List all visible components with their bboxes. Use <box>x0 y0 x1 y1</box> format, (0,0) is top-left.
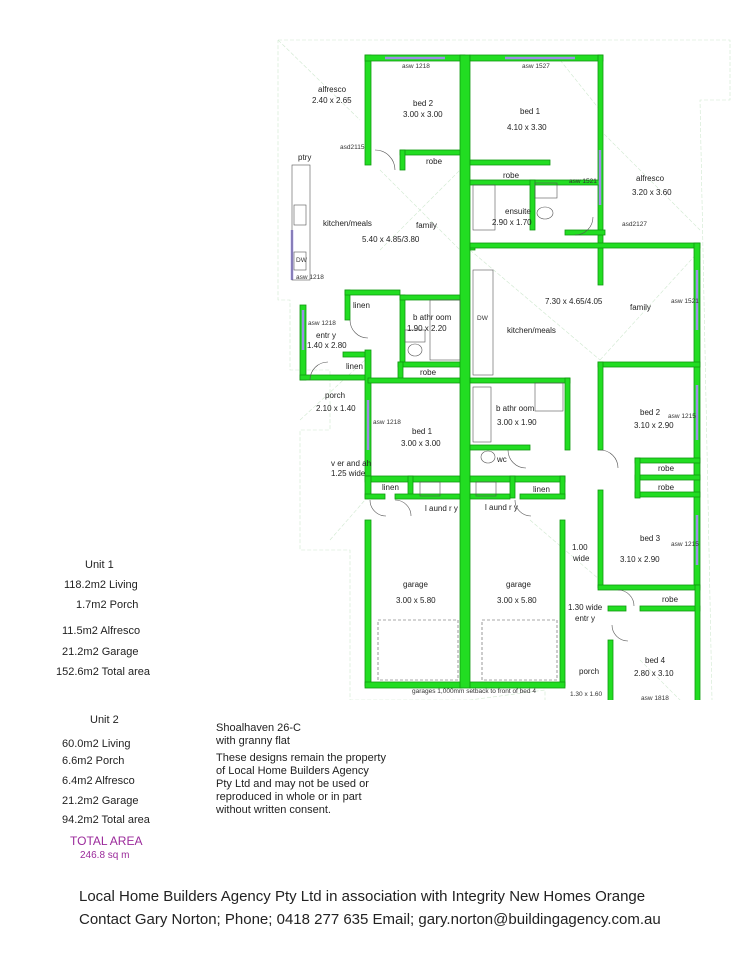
ensuite-u1-label: ensuite <box>505 207 531 216</box>
alfresco-2-size: 2.40 x 2.65 <box>312 96 352 105</box>
grand-total-value: 246.8 sq m <box>80 850 130 861</box>
linen-u1-label: linen <box>533 485 550 494</box>
asw-1218-label: asw 1218 <box>402 63 430 70</box>
laundry-u2-label: l aund r y <box>425 504 458 513</box>
linen-u2-label: linen <box>353 301 370 310</box>
porch-u1-size: 1.30 x 1.60 <box>570 691 603 698</box>
bed4-u1-size: 2.80 x 3.10 <box>634 669 674 678</box>
kitchen-u1-label: kitchen/meals <box>507 326 556 335</box>
hall-label: wide <box>573 554 590 563</box>
asw-1521-b-label: asw 1521 <box>671 298 699 305</box>
setback-note: garages 1,000mm setback to front of bed 4 <box>412 688 536 695</box>
design-subtitle: with granny flat <box>216 735 290 747</box>
kitchen-u2-size: 5.40 x 4.85/3.80 <box>362 235 420 244</box>
garage-u2-size: 3.00 x 5.80 <box>396 596 436 605</box>
alfresco-2-label: alfresco <box>318 85 347 94</box>
bed3-u1-size: 3.10 x 2.90 <box>620 555 660 564</box>
robe2-u1-label: robe <box>658 464 675 473</box>
robe-u2-label: robe <box>426 157 443 166</box>
bed1-u1-size: 4.10 x 3.30 <box>507 123 547 132</box>
family-u1-label: family <box>630 303 651 312</box>
robe-u1-label: robe <box>503 171 520 180</box>
garage-u1-size: 3.00 x 5.80 <box>497 596 537 605</box>
entry-u1-label: entr y <box>575 614 596 623</box>
copyright-note <box>216 752 386 817</box>
unit2-living: 60.0m2 Living <box>62 738 131 750</box>
verandah-width: 1.25 wide <box>331 469 366 478</box>
entry-u1-width: 1.30 wide <box>568 603 603 612</box>
porch-u1-label: porch <box>579 667 600 676</box>
asw-1215-a-label: asw 1215 <box>668 413 696 420</box>
bed1-u2-label: bed 1 <box>412 427 433 436</box>
unit2-title: Unit 2 <box>90 714 119 726</box>
bed2-u2-label: bed 2 <box>413 99 434 108</box>
asw-1521-label: asw 1521 <box>569 178 597 185</box>
robe2-u2-label: robe <box>420 368 437 377</box>
unit2-porch: 6.6m2 Porch <box>62 755 125 767</box>
asw-1218-c-label: asw 1218 <box>308 320 336 327</box>
asd-2127-label: asd2127 <box>622 221 647 228</box>
copyright-line: reproduced in whole or in part <box>216 791 362 803</box>
dishwasher-u1-label: DW <box>477 315 488 322</box>
alfresco-u1-label: alfresco <box>636 174 665 183</box>
design-name: Shoalhaven 26-C <box>216 722 302 734</box>
asd-2115-label: asd2115 <box>340 144 365 151</box>
bed1-u1-label: bed 1 <box>520 107 541 116</box>
party-wall <box>460 55 470 688</box>
robe4-u1-label: robe <box>662 595 679 604</box>
unit1-porch: 1.7m2 Porch <box>76 599 139 611</box>
unit2-alfresco: 6.4m2 Alfresco <box>62 775 135 787</box>
bed1-u2-size: 3.00 x 3.00 <box>401 439 441 448</box>
porch-u2-size: 2.10 x 1.40 <box>316 404 356 413</box>
bathroom-u1-size: 3.00 x 1.90 <box>497 418 537 427</box>
bed4-u1-label: bed 4 <box>645 656 666 665</box>
unit2-total: 94.2m2 Total area <box>62 814 150 826</box>
verandah-label: v er and ah <box>331 459 372 468</box>
laundry-u1-label: l aund r y <box>485 503 518 512</box>
copyright-line: These designs remain the property <box>216 752 386 764</box>
dishwasher-u2-label: DW <box>296 257 307 264</box>
bathroom-u2-label: b athr oom <box>413 313 452 322</box>
ptry-label: ptry <box>298 153 312 162</box>
asw-1215-b-label: asw 1215 <box>671 541 699 548</box>
asw-1218-b-label: asw 1218 <box>296 274 324 281</box>
unit1-living: 118.2m2 Living <box>64 579 138 591</box>
asw-1818-label: asw 1818 <box>641 695 669 700</box>
copyright-line: of Local Home Builders Agency <box>216 765 369 777</box>
bed2-u1-label: bed 2 <box>640 408 661 417</box>
entry-u2-size: 1.40 x 2.80 <box>307 341 347 350</box>
family-u2-label: family <box>416 221 437 230</box>
bed2-u1-size: 3.10 x 2.90 <box>634 421 674 430</box>
walls-unit-2 <box>300 55 465 688</box>
bathroom-u1-label: b athr oom <box>496 404 535 413</box>
unit1-title: Unit 1 <box>85 559 114 571</box>
hall-width: 1.00 <box>572 543 588 552</box>
robe3-u1-label: robe <box>658 483 675 492</box>
wc-label: wc <box>497 455 507 464</box>
footer-company: Local Home Builders Agency Pty Ltd in association with Integrity New Homes Orange <box>79 888 646 905</box>
bathroom-u2-size: 1.90 x 2.20 <box>407 324 447 333</box>
asw-1218-d-label: asw 1218 <box>373 419 401 426</box>
unit1-garage: 21.2m2 Garage <box>62 646 139 658</box>
family-u1-size: 7.30 x 4.65/4.05 <box>545 297 603 306</box>
bed3-u1-label: bed 3 <box>640 534 661 543</box>
bed2-u2-size: 3.00 x 3.00 <box>403 110 443 119</box>
garage-u2-label: garage <box>403 580 428 589</box>
linen2-u2-label: linen <box>346 362 363 371</box>
asw-1527-label: asw 1527 <box>522 63 550 70</box>
copyright-line: without written consent. <box>216 804 331 816</box>
kitchen-u2-label: kitchen/meals <box>323 219 372 228</box>
unit2-garage: 21.2m2 Garage <box>62 795 139 807</box>
porch-u2-label: porch <box>325 391 346 400</box>
linen3-u2-label: linen <box>382 483 399 492</box>
footer-contact: Contact Gary Norton; Phone; 0418 277 635 Email; gary.norton@buildingagency.com.au <box>79 911 661 928</box>
alfresco-u1-size: 3.20 x 3.60 <box>632 188 672 197</box>
unit1-total: 152.6m2 Total area <box>56 666 150 678</box>
garage-u1-label: garage <box>506 580 531 589</box>
grand-total-label: TOTAL AREA <box>70 834 143 848</box>
copyright-line: Pty Ltd and may not be used or <box>216 778 369 790</box>
design-block <box>216 722 386 817</box>
unit1-alfresco: 11.5m2 Alfresco <box>62 625 141 637</box>
ensuite-u1-size: 2.90 x 1.70 <box>492 218 532 227</box>
entry-u2-label: entr y <box>316 331 337 340</box>
